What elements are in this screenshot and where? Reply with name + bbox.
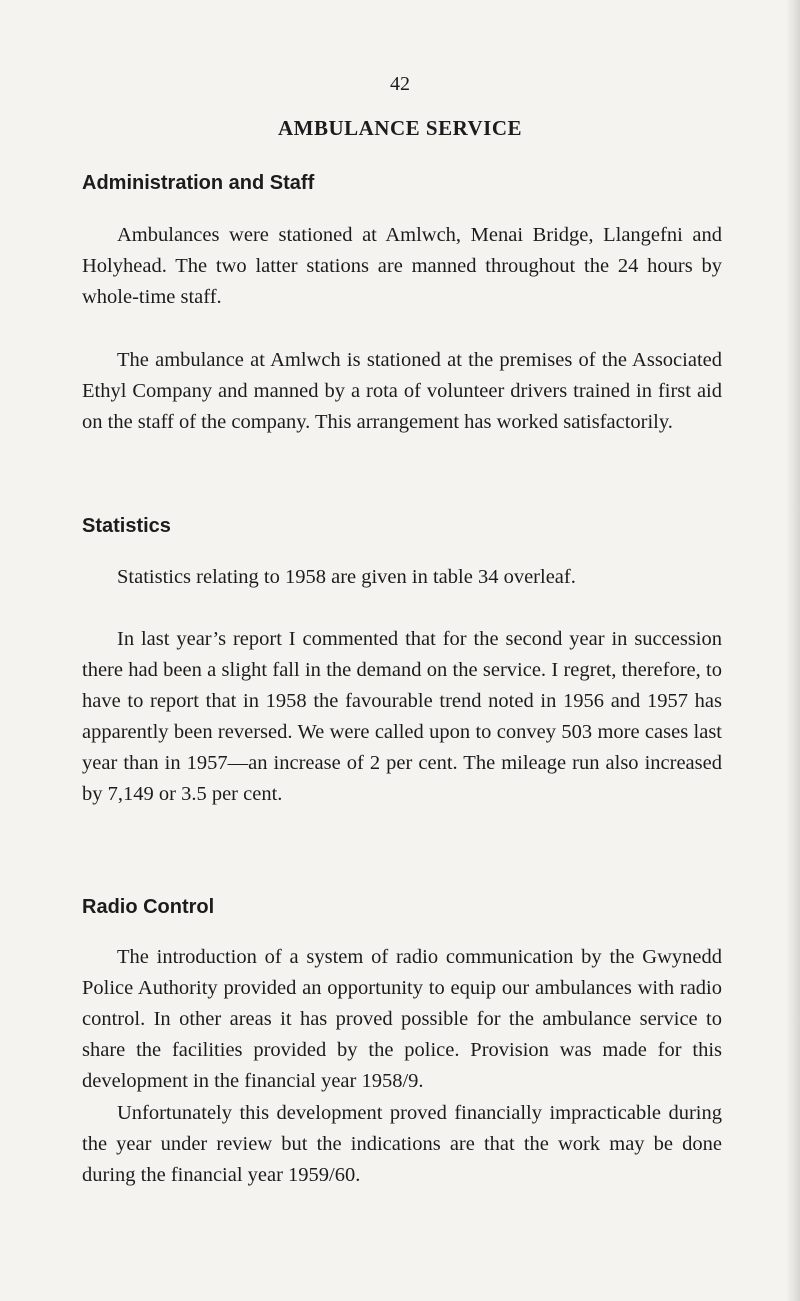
section-heading-administration: Administration and Staff — [82, 172, 315, 194]
paragraph: In last year’s report I commented that for the second year in succession there had been a slight fall in the demand on the service. I regret, therefore, to have to report that in 1958 the favourable trend noted in 1956 and 1957 has apparently been reversed. We were called upon to convey 503 more cases last year than in 1957—an increase of 2 per cent. The mileage run also increased by 7,149 or 3.5 per cent. — [82, 628, 722, 805]
paragraph: Ambulances were stationed at Amlwch, Menai Bridge, Llangefni and Holyhead. The two latter stations are manned throughout the 24 hours by whole-time staff. — [82, 224, 722, 308]
page-title: AMBULANCE SERVICE — [277, 116, 523, 140]
page-number: 42 — [390, 73, 410, 95]
page-edge-shadow — [786, 0, 800, 1301]
section-heading-statistics: Statistics — [82, 515, 171, 537]
paragraph: The introduction of a system of radio communication by the Gwynedd Police Authority provided an opportunity to equip our ambulances with radio control. In other areas it has proved possible for the ambulance service to share the facilities provided by the police. Provision was made for this development in the financial year 1958/9. — [82, 946, 722, 1092]
paragraph: Statistics relating to 1958 are given in table 34 overleaf. — [117, 566, 576, 588]
paragraph: The ambulance at Amlwch is stationed at the premises of the Associated Ethyl Company and manned by a rota of volunteer drivers trained in first aid on the staff of the company. This arrangement has worked satisfactorily. — [82, 349, 722, 433]
section-heading-radio-control: Radio Control — [82, 896, 215, 918]
paragraph: Unfortunately this development proved financially impracticable during the year under review but the indications are that the work may be done during the financial year 1959/60. — [82, 1102, 722, 1186]
